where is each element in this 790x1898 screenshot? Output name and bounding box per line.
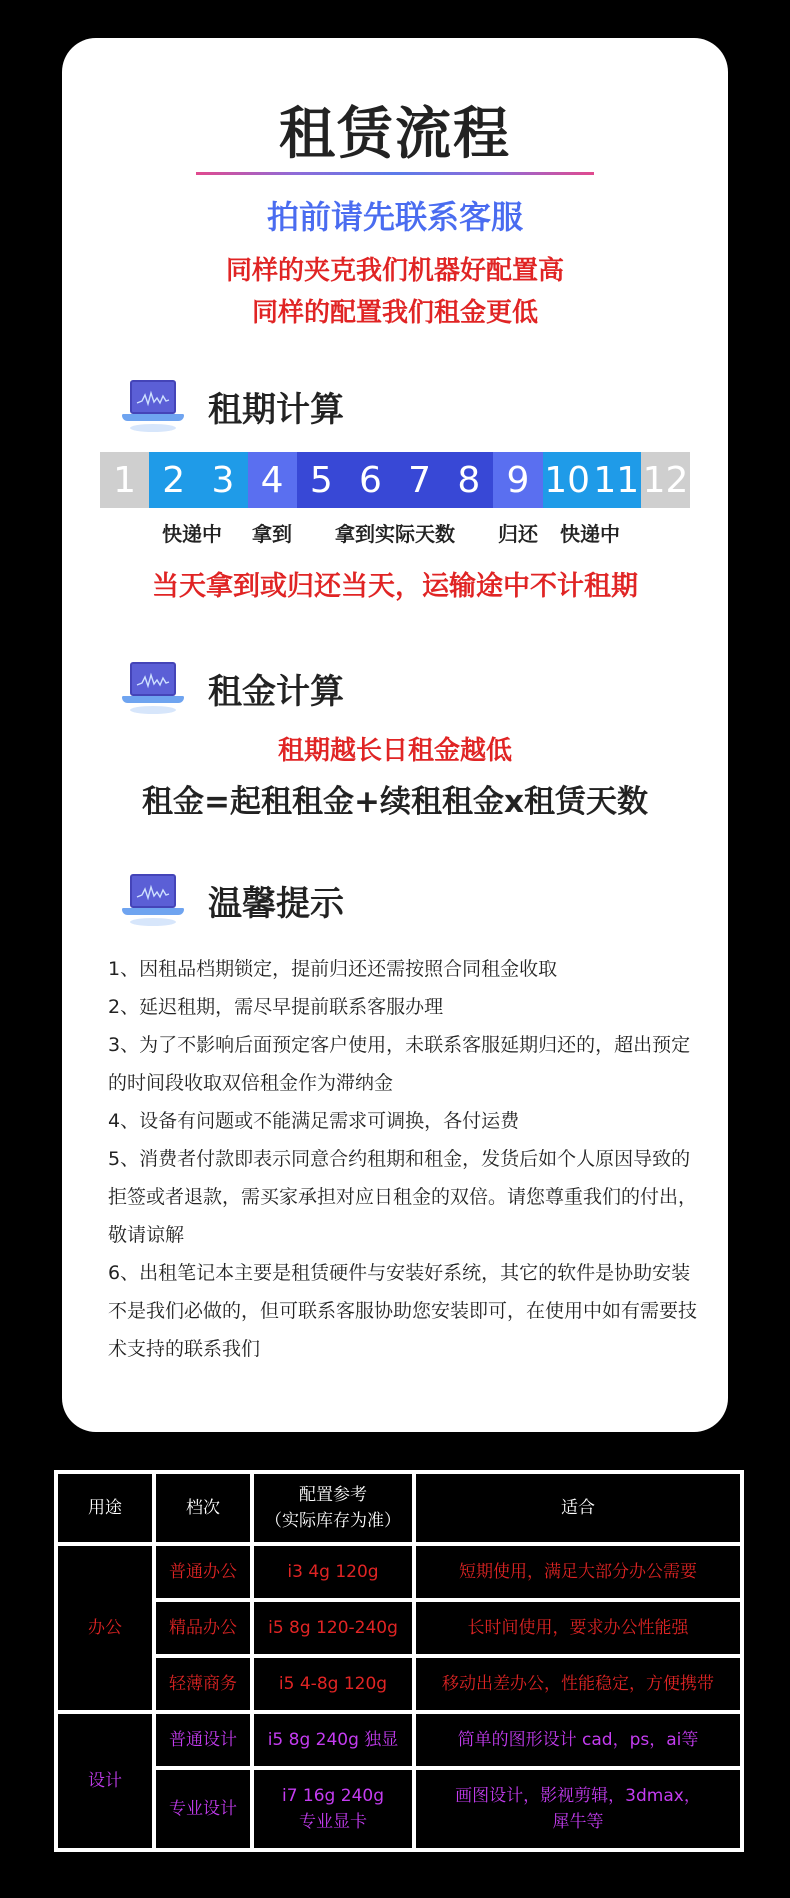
tips-list: [108, 950, 698, 1368]
day-cell: 6: [346, 452, 395, 508]
promo-line-2: 同样的配置我们租金更低: [251, 298, 538, 328]
fit-line-2: 犀牛等: [552, 1812, 604, 1832]
label-shipping-out: 快递中: [162, 522, 222, 546]
section-rent-calc: [122, 658, 344, 718]
purpose-office: 办公: [56, 1544, 154, 1712]
section-tips: [122, 870, 344, 930]
tip-item: 5、消费者付款即表示同意合约租期和租金，发货后如个人原因导致的拒签或者退款，需买家承担对应日租金的双倍。请您尊重我们的付出，敬请谅解: [108, 1148, 698, 1246]
fit-line-1: 画图设计，影视剪辑，3dmax，: [455, 1786, 701, 1806]
header-fit: 适合: [414, 1472, 742, 1544]
label-received: 拿到: [252, 522, 292, 546]
tip-item: 4、设备有问题或不能满足需求可调换，各付运费: [108, 1110, 520, 1132]
laptop-icon: [122, 660, 184, 716]
laptop-icon: [122, 378, 184, 434]
tip-item: 1、因租品档期锁定，提前归还还需按照合同租金收取: [108, 958, 558, 980]
purpose-design: 设计: [56, 1712, 154, 1850]
tier-cell: 精品办公: [154, 1600, 252, 1656]
day-cell: 5: [297, 452, 346, 508]
config-line-1: i7 16g 240g: [281, 1786, 384, 1806]
label-returned: 归还: [498, 522, 538, 546]
tier-cell: 轻薄商务: [154, 1656, 252, 1712]
section-title-rent-calc: 租金计算: [208, 671, 344, 712]
config-cell: i5 4-8g 120g: [252, 1656, 414, 1712]
tier-cell: 专业设计: [154, 1768, 252, 1850]
fit-cell: 简单的图形设计 cad，ps，ai等: [414, 1712, 742, 1768]
tier-cell: 普通办公: [154, 1544, 252, 1600]
table-row: [56, 1712, 742, 1768]
tip-item: 2、延迟租期，需尽早提前联系客服办理: [108, 996, 444, 1018]
table-row: [56, 1544, 742, 1600]
day-cell: 10: [543, 452, 592, 508]
tip-item: 6、出租笔记本主要是租赁硬件与安装好系统，其它的软件是协助安装不是我们必做的，但可联系客服协助您安装即可，在使用中如有需要技术支持的联系我们: [108, 1262, 698, 1360]
header-tier: 档次: [154, 1472, 252, 1544]
fit-cell: 移动出差办公，性能稳定，方便携带: [414, 1656, 742, 1712]
config-cell: [252, 1768, 414, 1850]
header-config: [252, 1472, 414, 1544]
rental-day-bar: [100, 452, 690, 508]
day-cell: 1: [100, 452, 149, 508]
fit-cell: 短期使用，满足大部分办公需要: [414, 1544, 742, 1600]
section-title-tips: 温馨提示: [208, 883, 344, 924]
config-cell: i5 8g 120-240g: [252, 1600, 414, 1656]
header-config-label: 配置参考: [299, 1485, 367, 1505]
day-cell: 4: [248, 452, 297, 508]
label-actual-days: 拿到实际天数: [335, 522, 455, 546]
day-cell: 8: [444, 452, 493, 508]
config-cell: i3 4g 120g: [252, 1544, 414, 1600]
config-spec-table: [54, 1470, 744, 1852]
config-line-2: 专业显卡: [299, 1812, 367, 1832]
header-purpose: 用途: [56, 1472, 154, 1544]
label-shipping-back: 快递中: [560, 522, 620, 546]
contact-service-subtitle: 拍前请先联系客服: [266, 198, 523, 236]
day-bar-labels: [100, 518, 690, 554]
section-rental-period: [122, 376, 344, 436]
day-cell: 7: [395, 452, 444, 508]
tip-item: 3、为了不影响后面预定客户使用，未联系客服延期归还的，超出预定的时间段收取双倍租金作为滞纳金: [108, 1034, 691, 1094]
promo-line-1: 同样的夹克我们机器好配置高: [225, 256, 564, 286]
table-row: [56, 1768, 742, 1850]
laptop-icon: [122, 872, 184, 928]
rental-process-card: [62, 38, 728, 1432]
fit-cell: [414, 1768, 742, 1850]
table-row: [56, 1656, 742, 1712]
page-title: 租赁流程: [279, 102, 511, 167]
rental-period-note: 当天拿到或归还当天，运输途中不计租期: [152, 571, 638, 602]
day-cell: 12: [641, 452, 690, 508]
title-divider: [196, 172, 594, 175]
day-cell: 9: [493, 452, 542, 508]
day-cell: 2: [149, 452, 198, 508]
day-cell: 11: [592, 452, 641, 508]
rent-calc-note: 租期越长日租金越低: [277, 736, 512, 766]
rent-formula: 租金=起租租金+续租租金x租赁天数: [142, 784, 648, 820]
table-header-row: [56, 1472, 742, 1544]
config-cell: i5 8g 240g 独显: [252, 1712, 414, 1768]
header-config-note: （实际库存为准）: [265, 1511, 401, 1531]
fit-cell: 长时间使用，要求办公性能强: [414, 1600, 742, 1656]
section-title-rental-period: 租期计算: [208, 389, 344, 430]
day-cell: 3: [198, 452, 247, 508]
tier-cell: 普通设计: [154, 1712, 252, 1768]
table-row: [56, 1600, 742, 1656]
